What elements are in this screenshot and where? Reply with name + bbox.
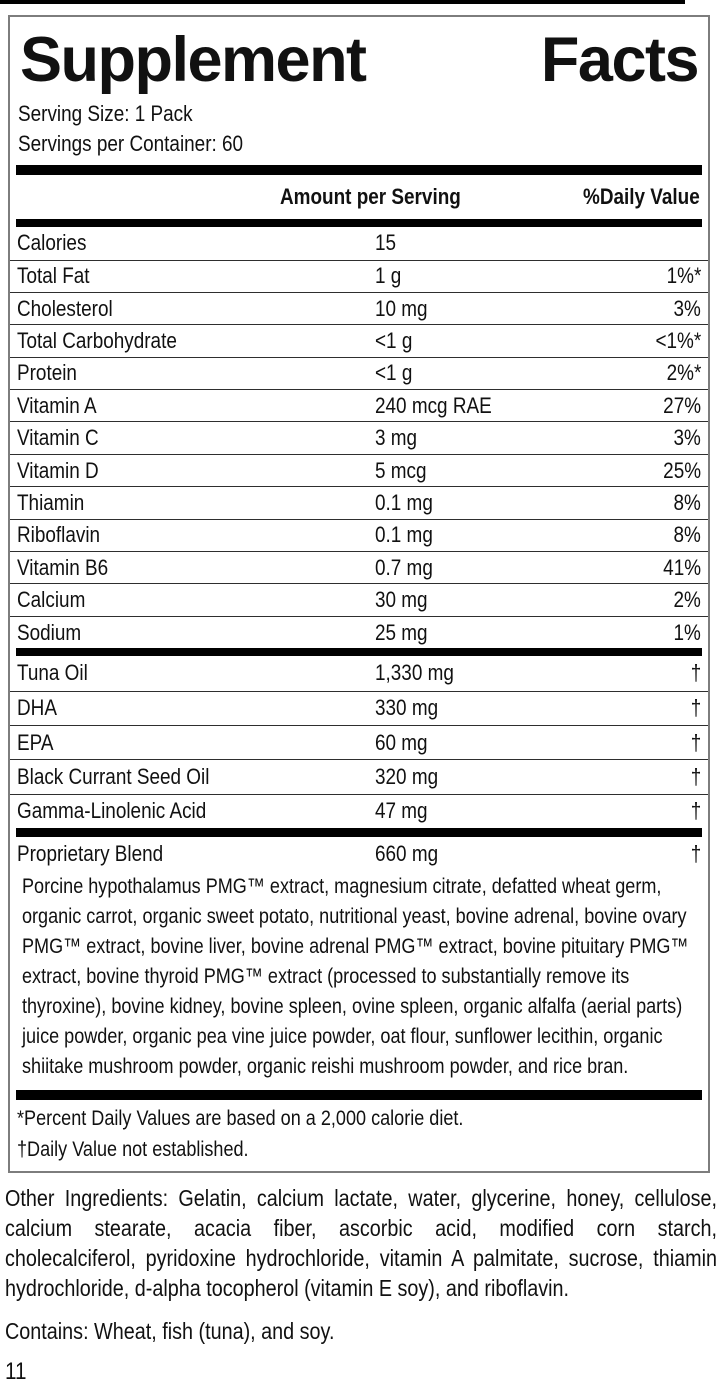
supplement-dv [689, 798, 701, 824]
blend-dv [689, 841, 701, 867]
nutrient-row [10, 616, 708, 648]
nutrient-name-text: Riboflavin [17, 522, 101, 548]
blend-description-text: Porcine hypothalamus PMG™ extract, magnesium citrate, defatted wheat germ, organic carrot, organic sweet potato, nutritional yeast, bovine adrenal, bovine ovary PMG™ extract, bovine liver, bovine adrenal PMG™ extract, bovine pituitary PMG™ extract, bovine thyroid PMG™ extract (processed to substantially remove its thyroxine), bovine kidney, bovine spleen, ovine spleen, organic alfalfa (aerial parts) juice powder, organic pea vine juice powder, oat flour, sunflower lecithin, organic shiitake mushroom powder, organic reishi mushroom powder, and rice bran. [22, 875, 689, 1079]
nutrient-dv [661, 360, 701, 386]
supplement-name [17, 764, 375, 790]
nutrient-dv-text: 25% [663, 457, 701, 483]
nutrient-row [10, 227, 708, 259]
nutrient-row [10, 357, 708, 389]
nutrient-amount [375, 328, 648, 354]
nutrient-row [10, 454, 708, 486]
page-top-rule [0, 0, 685, 4]
supplement-name-text: EPA [17, 729, 54, 755]
amount-column-header [280, 184, 490, 210]
dagger-symbol: † [690, 695, 701, 721]
supplement-row [10, 794, 708, 828]
nutrient-name [17, 587, 375, 613]
nutrient-amount-text: <1 g [375, 360, 413, 386]
other-ingredients [5, 1183, 717, 1303]
dagger-symbol: † [690, 764, 701, 790]
nutrient-amount [375, 425, 669, 451]
nutrient-amount [375, 490, 669, 516]
nutrient-name-text: Sodium [17, 619, 82, 645]
nutrient-dv [669, 425, 701, 451]
supplement-facts-panel [8, 15, 710, 1173]
panel-title-word-facts: Facts [540, 25, 698, 95]
supplement-name [17, 798, 375, 824]
daily-value-column-header-text: %Daily Value [583, 184, 700, 210]
nutrient-dv-text: 1% [673, 619, 701, 645]
nutrient-amount-text: 0.1 mg [375, 522, 433, 548]
thick-divider-footnotes [16, 1090, 702, 1100]
nutrient-amount-text: 3 mg [375, 425, 418, 451]
supplement-dv [689, 660, 701, 686]
nutrient-dv-text: 8% [673, 489, 701, 515]
nutrient-dv [669, 522, 701, 548]
blend-amount [375, 841, 689, 867]
nutrient-dv-text: 41% [663, 554, 701, 580]
nutrient-name-text: Vitamin B6 [17, 554, 109, 580]
footnote-dagger [17, 1134, 708, 1165]
nutrient-amount-text: 240 mcg RAE [375, 392, 492, 418]
serving-size-text: Serving Size: 1 Pack [18, 101, 193, 127]
supplement-amount-text: 320 mg [375, 764, 439, 790]
nutrient-amount [375, 230, 701, 256]
page-number [5, 1358, 720, 1386]
supplement-name [17, 660, 375, 686]
supplement-dv [689, 730, 701, 756]
nutrient-amount [375, 360, 661, 386]
nutrient-amount [375, 296, 669, 322]
nutrient-dv [657, 393, 701, 419]
nutrient-name [17, 620, 375, 646]
servings-per-container-line [18, 129, 708, 159]
nutrient-amount-text: 10 mg [375, 295, 428, 321]
proprietary-blend-row [10, 837, 708, 870]
supplement-amount [375, 798, 689, 824]
footnote-dagger-text: †Daily Value not established. [17, 1138, 249, 1162]
nutrient-row [10, 389, 708, 421]
footnotes [10, 1100, 708, 1171]
supplement-row [10, 656, 708, 690]
nutrient-name-text: Total Fat [17, 263, 90, 289]
nutrient-row [10, 551, 708, 583]
nutrient-dv-text: 1%* [666, 263, 701, 289]
nutrient-row [10, 260, 708, 292]
serving-size-line [18, 99, 708, 129]
daily-value-column-header [564, 184, 700, 210]
supplement-name [17, 730, 375, 756]
nutrient-row [10, 486, 708, 518]
nutrient-name [17, 328, 375, 354]
nutrient-dv [669, 620, 701, 646]
nutrient-amount [375, 555, 657, 581]
panel-title-word-supplement: Supplement [20, 25, 366, 95]
other-ingredients-text: Other Ingredients: Gelatin, calcium lactate, water, glycerine, honey, cellulose, calcium stearate, acacia fiber, ascorbic acid, modified corn starch, cholecalciferol, pyridoxine hydrochloride, vitamin A palmitate, sucrose, thiamin hydrochloride, d-alpha tocopherol (vitamin E soy), and riboflavin. [5, 1185, 717, 1302]
footnote-percent-dv-text: *Percent Daily Values are based on a 2,000 calorie diet. [17, 1107, 464, 1131]
nutrient-row [10, 421, 708, 453]
nutrient-name-text: Calories [17, 230, 87, 256]
nutrients-section [10, 227, 708, 648]
thick-divider-header [16, 219, 702, 227]
supplement-row [10, 725, 708, 759]
supplement-name [17, 695, 375, 721]
nutrient-amount-text: 5 mcg [375, 457, 427, 483]
nutrient-row [10, 519, 708, 551]
supplement-row [10, 691, 708, 725]
nutrient-row [10, 324, 708, 356]
page-number-text: 11 [5, 1358, 27, 1386]
dagger-symbol: † [690, 798, 701, 824]
nutrient-amount [375, 393, 657, 419]
nutrient-name-text: Vitamin C [17, 425, 99, 451]
allergen-statement [5, 1318, 720, 1345]
dagger-symbol: † [690, 840, 701, 866]
nutrient-name [17, 230, 375, 256]
footnote-percent-dv [17, 1103, 708, 1134]
nutrient-amount [375, 458, 657, 484]
blend-name [17, 841, 375, 867]
nutrient-name [17, 360, 375, 386]
nutrient-dv [657, 458, 701, 484]
proprietary-blend-section [10, 837, 708, 1090]
nutrient-dv-text: 27% [663, 392, 701, 418]
nutrient-name [17, 458, 375, 484]
thick-divider-blend [16, 828, 702, 837]
nutrient-name [17, 555, 375, 581]
supplement-name-text: Black Currant Seed Oil [17, 764, 210, 790]
panel-title [10, 17, 708, 93]
nutrient-amount-text: 0.7 mg [375, 554, 433, 580]
supplement-amount [375, 660, 689, 686]
nutrient-dv [657, 555, 701, 581]
nutrient-dv-text: 3% [673, 295, 701, 321]
supplement-dv [689, 764, 701, 790]
nutrient-amount [375, 587, 669, 613]
nutrient-name [17, 296, 375, 322]
blend-amount-text: 660 mg [375, 840, 439, 866]
nutrient-name [17, 490, 375, 516]
nutrient-name [17, 393, 375, 419]
nutrient-dv [669, 587, 701, 613]
servings-per-container-text: Servings per Container: 60 [18, 131, 244, 157]
nutrient-dv-text: 3% [673, 425, 701, 451]
supplement-amount-text: 47 mg [375, 798, 428, 824]
supplement-amount-text: 330 mg [375, 695, 439, 721]
blend-name-text: Proprietary Blend [17, 840, 164, 866]
supplement-amount [375, 730, 689, 756]
nutrient-dv [648, 328, 701, 354]
nutrient-row [10, 292, 708, 324]
nutrient-amount-text: 1 g [375, 263, 402, 289]
supplement-amount [375, 695, 689, 721]
allergen-statement-text: Contains: Wheat, fish (tuna), and soy. [5, 1318, 335, 1345]
supplement-name-text: Gamma-Linolenic Acid [17, 798, 207, 824]
thick-divider-top [16, 165, 702, 175]
nutrient-name-text: Vitamin D [17, 457, 99, 483]
nutrient-row [10, 583, 708, 615]
nutrient-name [17, 263, 375, 289]
serving-info [10, 93, 708, 159]
supplement-name-text: DHA [17, 695, 57, 721]
dagger-symbol: † [690, 660, 701, 686]
supplement-row [10, 759, 708, 793]
nutrient-dv [669, 296, 701, 322]
column-header-row [10, 175, 708, 219]
nutrient-dv [661, 263, 701, 289]
nutrient-name-text: Protein [17, 360, 77, 386]
nutrient-amount-text: 25 mg [375, 619, 428, 645]
nutrient-amount [375, 522, 669, 548]
nutrient-name-text: Cholesterol [17, 295, 113, 321]
amount-column-header-text: Amount per Serving [280, 184, 461, 210]
nutrient-amount-text: <1 g [375, 328, 413, 353]
nutrient-name [17, 522, 375, 548]
nutrient-amount [375, 620, 669, 646]
nutrient-amount-text: 0.1 mg [375, 489, 433, 515]
thick-divider-supplements [16, 648, 702, 656]
nutrient-name-text: Calcium [17, 587, 86, 613]
supplement-amount-text: 1,330 mg [375, 660, 454, 686]
nutrient-dv-text: <1%* [655, 328, 701, 353]
nutrient-dv-text: 2% [673, 587, 701, 613]
supplement-dv [689, 695, 701, 721]
nutrient-name-text: Thiamin [17, 489, 85, 515]
supplement-amount [375, 764, 689, 790]
nutrient-name [17, 425, 375, 451]
supplement-amount-text: 60 mg [375, 729, 428, 755]
blend-description [10, 870, 708, 1090]
supplements-section [10, 656, 708, 828]
nutrient-name-text: Total Carbohydrate [17, 328, 177, 353]
nutrient-amount-text: 30 mg [375, 587, 428, 613]
nutrient-amount [375, 263, 661, 289]
nutrient-dv-text: 8% [673, 522, 701, 548]
nutrient-dv [669, 490, 701, 516]
supplement-name-text: Tuna Oil [17, 660, 88, 686]
nutrient-dv-text: 2%* [666, 360, 701, 386]
nutrient-amount-text: 15 [375, 230, 397, 256]
nutrient-name-text: Vitamin A [17, 392, 97, 418]
dagger-symbol: † [690, 729, 701, 755]
